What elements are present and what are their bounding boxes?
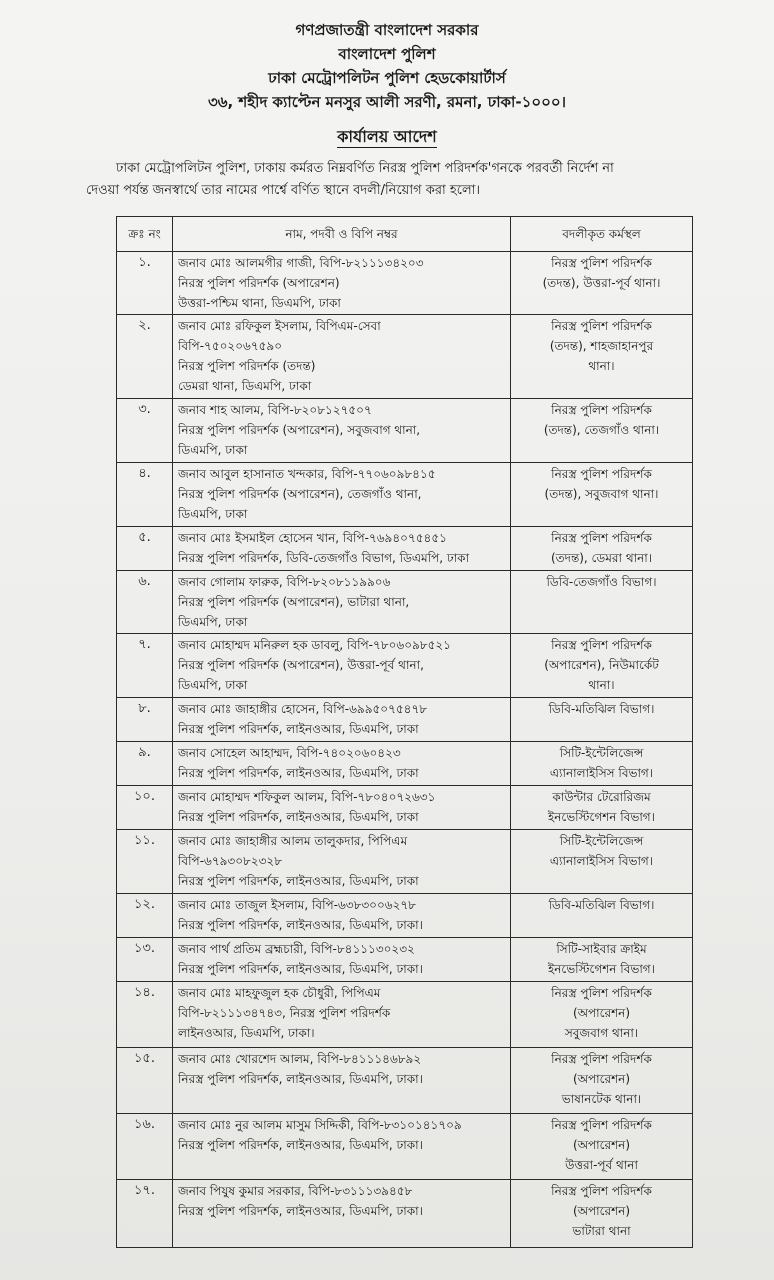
document-title	[0, 124, 774, 151]
table-body	[117, 252, 693, 1248]
destination-line: নিরস্ত্র পুলিশ পরিদর্শক	[551, 1052, 652, 1066]
row-name-details	[173, 315, 511, 399]
name-line: জনাব গোলাম ফারুক, বিপি-৮২০৮১১৯৯০৬	[178, 575, 391, 589]
row-name-details	[173, 1180, 511, 1248]
row-name-details	[173, 938, 511, 982]
name-line: নিরস্ত্র পুলিশ পরিদর্শক, লাইনওআর, ডিএমপি, ঢাকা।	[178, 1138, 423, 1152]
row-serial: ১৫.	[117, 1048, 173, 1114]
row-name-details	[173, 634, 511, 698]
name-line: ডিএমপি, ঢাকা	[178, 443, 248, 457]
name-line: জনাব মোঃ আলমগীর গাজী, বিপি-৮২১১১৩৪২০৩	[178, 256, 424, 270]
name-line: নিরস্ত্র পুলিশ পরিদর্শক (অপারেশন), ভাটারা থানা,	[178, 595, 410, 609]
row-destination	[511, 786, 693, 830]
row-name-details	[173, 399, 511, 463]
document-title-text: কার্যালয় আদেশ	[337, 127, 437, 146]
name-line: বিপি-৭৫০২০৬৭৫৯০	[178, 339, 282, 353]
row-serial: ১.	[117, 252, 173, 315]
table-row	[117, 742, 693, 786]
name-line: নিরস্ত্র পুলিশ পরিদর্শক, লাইনওআর, ডিএমপি, ঢাকা।	[178, 962, 423, 976]
table-row	[117, 830, 693, 894]
row-destination	[511, 1180, 693, 1248]
name-line: জনাব মোহাম্মদ মনিরুল হক ডাবলু, বিপি-৭৮০৬০৯৮৫২১	[178, 638, 451, 652]
row-serial: ৬.	[117, 571, 173, 634]
name-line: ডিএমপি, ঢাকা	[178, 615, 248, 629]
table-row	[117, 571, 693, 634]
destination-line: নিরস্ত্র পুলিশ পরিদর্শক	[551, 638, 652, 652]
row-serial: ৭.	[117, 634, 173, 698]
table-row	[117, 786, 693, 830]
name-line: নিরস্ত্র পুলিশ পরিদর্শক (অপারেশন), তেজগাঁও থানা,	[178, 487, 422, 501]
row-name-details	[173, 786, 511, 830]
row-serial: ১০.	[117, 786, 173, 830]
row-name-details	[173, 894, 511, 938]
name-line: জনাব মোঃ রফিকুল ইসলাম, বিপিএম-সেবা	[178, 319, 381, 333]
destination-line: (অপারেশন)	[572, 1204, 631, 1218]
destination-line: সিটি-ইন্টেলিজেন্স	[559, 746, 644, 760]
name-line: নিরস্ত্র পুলিশ পরিদর্শক, লাইনওআর, ডিএমপি, ঢাকা	[178, 766, 419, 780]
destination-line: উত্তরা-পূর্ব থানা	[565, 1158, 638, 1172]
row-destination	[511, 938, 693, 982]
name-line: বিপি-৬৭৯৩০৮২৩২৮	[178, 854, 282, 868]
row-serial: ৯.	[117, 742, 173, 786]
table-row	[117, 252, 693, 315]
table-row	[117, 1048, 693, 1114]
name-line: জনাব মোঃ খোরশেদ আলম, বিপি-৮৪১১১৪৬৮৯২	[178, 1052, 422, 1066]
name-line: জনাব শাহ আলম, বিপি-৮২০৮১২৭৫০৭	[178, 403, 372, 417]
destination-line: নিরস্ত্র পুলিশ পরিদর্শক	[551, 531, 652, 545]
name-line: বিপি-৮২১১১৩৪৭৪৩, নিরস্ত্র পুলিশ পরিদর্শক	[178, 1006, 391, 1020]
destination-line: (তদন্ত), তেজগাঁও থানা।	[543, 423, 660, 437]
row-name-details	[173, 982, 511, 1048]
table-row	[117, 463, 693, 527]
row-name-details	[173, 252, 511, 315]
destination-line: নিরস্ত্র পুলিশ পরিদর্শক	[551, 986, 652, 1000]
destination-line: থানা।	[588, 359, 615, 373]
destination-line: ইনভেস্টিগেশন বিভাগ।	[548, 962, 655, 976]
destination-line: এ্যানালাইসিস বিভাগ।	[549, 854, 654, 868]
row-destination	[511, 1114, 693, 1180]
name-line: জনাব সোহেল আহাম্মদ, বিপি-৭৪০২০৬০৪২৩	[178, 746, 401, 760]
table-row	[117, 894, 693, 938]
table-row	[117, 938, 693, 982]
destination-line: ডিবি-মতিঝিল বিভাগ।	[548, 898, 655, 912]
destination-line: নিরস্ত্র পুলিশ পরিদর্শক	[551, 403, 652, 417]
name-line: ডিএমপি, ঢাকা	[178, 507, 248, 521]
row-name-details	[173, 463, 511, 527]
destination-line: ডিবি-মতিঝিল বিভাগ।	[548, 702, 655, 716]
destination-line: (অপারেশন)	[572, 1072, 631, 1086]
destination-line: ভাটারা থানা	[572, 1224, 631, 1238]
destination-line: (অপারেশন), নিউমার্কেট	[544, 658, 659, 672]
row-serial: ৪.	[117, 463, 173, 527]
row-name-details	[173, 830, 511, 894]
name-line: জনাব মোঃ নুর আলম মাসুম সিদ্দিকী, বিপি-৮৩১০১৪১৭০৯	[178, 1118, 462, 1132]
name-line: নিরস্ত্র পুলিশ পরিদর্শক, ডিবি-তেজগাঁও বিভাগ, ডিএমপি, ঢাকা	[178, 551, 470, 565]
table-header-row	[117, 217, 693, 252]
table-row	[117, 634, 693, 698]
destination-line: কাউন্টার টেরোরিজম	[552, 790, 651, 804]
row-serial: ২.	[117, 315, 173, 399]
header-destination: বদলীকৃত কর্মস্থল	[511, 217, 693, 252]
table-row	[117, 698, 693, 742]
row-serial: ৩.	[117, 399, 173, 463]
destination-line: সিটি-সাইবার ক্রাইম	[556, 942, 647, 956]
destination-line: (তদন্ত), উত্তরা-পূর্ব থানা।	[542, 276, 661, 290]
name-line: নিরস্ত্র পুলিশ পরিদর্শক, লাইনওআর, ডিএমপি, ঢাকা।	[178, 1072, 423, 1086]
row-serial: ১৩.	[117, 938, 173, 982]
name-line: জনাব মোঃ মাহফুজুল হক চৌধুরী, পিপিএম	[178, 986, 381, 1000]
name-line: লাইনওআর, ডিএমপি, ঢাকা।	[178, 1026, 315, 1040]
row-serial: ১৭.	[117, 1180, 173, 1248]
name-line: নিরস্ত্র পুলিশ পরিদর্শক (অপারেশন)	[178, 276, 340, 290]
row-serial: ৫.	[117, 527, 173, 571]
header-serial: ক্রঃ নং	[117, 217, 173, 252]
row-destination	[511, 1048, 693, 1114]
name-line: জনাব পিযুষ কুমার সরকার, বিপি-৮৩১১১৩৯৪৫৮	[178, 1184, 413, 1198]
govt-name: গণপ্রজাতন্ত্রী বাংলাদেশ সরকার	[295, 21, 479, 39]
row-name-details	[173, 698, 511, 742]
destination-line: ডিবি-তেজগাঁও বিভাগ।	[546, 575, 657, 589]
name-line: নিরস্ত্র পুলিশ পরিদর্শক, লাইনওআর, ডিএমপি, ঢাকা	[178, 810, 419, 824]
row-destination	[511, 742, 693, 786]
name-line: জনাব মোহাম্মদ শফিকুল আলম, বিপি-৭৮০৪০৭২৬৩১	[178, 790, 436, 804]
row-destination	[511, 315, 693, 399]
name-line: নিরস্ত্র পুলিশ পরিদর্শক (অপারেশন), উত্তরা-পূর্ব থানা,	[178, 658, 424, 672]
destination-line: নিরস্ত্র পুলিশ পরিদর্শক	[551, 467, 652, 481]
name-line: নিরস্ত্র পুলিশ পরিদর্শক, লাইনওআর, ডিএমপি, ঢাকা।	[178, 918, 423, 932]
row-destination	[511, 463, 693, 527]
name-line: নিরস্ত্র পুলিশ পরিদর্শক (অপারেশন), সবুজবাগ থানা,	[178, 423, 421, 437]
row-serial: ১২.	[117, 894, 173, 938]
destination-line: এ্যানালাইসিস বিভাগ।	[549, 766, 654, 780]
row-name-details	[173, 1048, 511, 1114]
name-line: জনাব মোঃ ইসমাইল হোসেন খান, বিপি-৭৬৯৪০৭৫৪৫১	[178, 531, 447, 545]
row-name-details	[173, 527, 511, 571]
name-line: জনাব মোঃ তাজুল ইসলাম, বিপি-৬৩৮৩০০৬২৭৮	[178, 898, 416, 912]
destination-line: সবুজবাগ থানা।	[564, 1026, 639, 1040]
name-line: জনাব মোঃ জাহাঙ্গীর হোসেন, বিপি-৬৯৯৫০৭৫৪৭৮	[178, 702, 428, 716]
destination-line: (অপারেশন)	[572, 1138, 631, 1152]
destination-line: থানা।	[588, 678, 615, 692]
destination-line: সিটি-ইন্টেলিজেন্স	[559, 834, 644, 848]
destination-line: (তদন্ত), শাহজাহানপুর	[549, 339, 654, 353]
row-serial: ১৬.	[117, 1114, 173, 1180]
police-name: বাংলাদেশ পুলিশ	[338, 45, 436, 63]
table-row	[117, 527, 693, 571]
name-line: নিরস্ত্র পুলিশ পরিদর্শক (তদন্ত)	[178, 359, 316, 373]
row-destination	[511, 830, 693, 894]
name-line: নিরস্ত্র পুলিশ পরিদর্শক, লাইনওআর, ডিএমপি, ঢাকা	[178, 722, 419, 736]
destination-line: নিরস্ত্র পুলিশ পরিদর্শক	[551, 319, 652, 333]
row-serial: ১১.	[117, 830, 173, 894]
row-destination	[511, 698, 693, 742]
destination-line: ইনভেস্টিগেশন বিভাগ।	[548, 810, 655, 824]
row-name-details	[173, 1114, 511, 1180]
row-destination	[511, 571, 693, 634]
name-line: জনাব মোঃ জাহাঙ্গীর আলম তালুকদার, পিপিএম	[178, 834, 408, 848]
row-name-details	[173, 571, 511, 634]
destination-line: ভাষানটেক থানা।	[561, 1092, 642, 1106]
address: ৩৬, শহীদ ক্যাপ্টেন মনসুর আলী সরণী, রমনা, ঢাকা-১০০০।	[207, 93, 566, 111]
destination-line: (তদন্ত), সবুজবাগ থানা।	[544, 487, 659, 501]
table-row	[117, 399, 693, 463]
table-row	[117, 982, 693, 1048]
intro-line-2: দেওয়া পর্যন্ত জনস্বার্থে তার নামের পার্শ্বে বর্ণিত স্থানে বদলী/নিয়োগ করা হলো।	[86, 183, 481, 198]
name-line: জনাব পার্থ প্রতিম ব্রহ্মচারী, বিপি-৮৪১১১৩০২৩২	[178, 942, 415, 956]
destination-line: (অপারেশন)	[572, 1006, 631, 1020]
destination-line: নিরস্ত্র পুলিশ পরিদর্শক	[551, 1118, 652, 1132]
intro-line-1: ঢাকা মেট্রোপলিটন পুলিশ, ঢাকায় কর্মরত নিম্নবর্ণিত নিরস্ত্র পুলিশ পরিদর্শক'গনকে পরবর্তী নির্দেশ না	[116, 161, 614, 176]
row-destination	[511, 399, 693, 463]
header-name: নাম, পদবী ও বিপি নম্বর	[173, 217, 511, 252]
table-row	[117, 1180, 693, 1248]
name-line: ডিএমপি, ঢাকা	[178, 678, 248, 692]
name-line: জনাব আবুল হাসানাত খন্দকার, বিপি-৭৭০৬০৯৮৪১৫	[178, 467, 436, 481]
table-row	[117, 1114, 693, 1180]
name-line: নিরস্ত্র পুলিশ পরিদর্শক, লাইনওআর, ডিএমপি, ঢাকা।	[178, 1204, 423, 1218]
row-destination	[511, 894, 693, 938]
row-destination	[511, 252, 693, 315]
transfer-table	[116, 216, 693, 1248]
table-row	[117, 315, 693, 399]
destination-line: নিরস্ত্র পুলিশ পরিদর্শক	[551, 256, 652, 270]
row-destination	[511, 527, 693, 571]
destination-line: নিরস্ত্র পুলিশ পরিদর্শক	[551, 1184, 652, 1198]
row-serial: ১৪.	[117, 982, 173, 1048]
row-destination	[511, 634, 693, 698]
name-line: নিরস্ত্র পুলিশ পরিদর্শক, লাইনওআর, ডিএমপি, ঢাকা	[178, 874, 419, 888]
intro-paragraph	[86, 158, 726, 202]
destination-line: (তদন্ত), ডেমরা থানা।	[550, 551, 652, 565]
letterhead	[0, 18, 774, 114]
row-destination	[511, 982, 693, 1048]
row-serial: ৮.	[117, 698, 173, 742]
dmp-hq-name: ঢাকা মেট্রোপলিটন পুলিশ হেডকোয়ার্টার্স	[268, 69, 506, 87]
row-name-details	[173, 742, 511, 786]
name-line: ডেমরা থানা, ডিএমপি, ঢাকা	[178, 379, 312, 393]
name-line: উত্তরা-পশ্চিম থানা, ডিএমপি, ঢাকা	[178, 296, 341, 310]
